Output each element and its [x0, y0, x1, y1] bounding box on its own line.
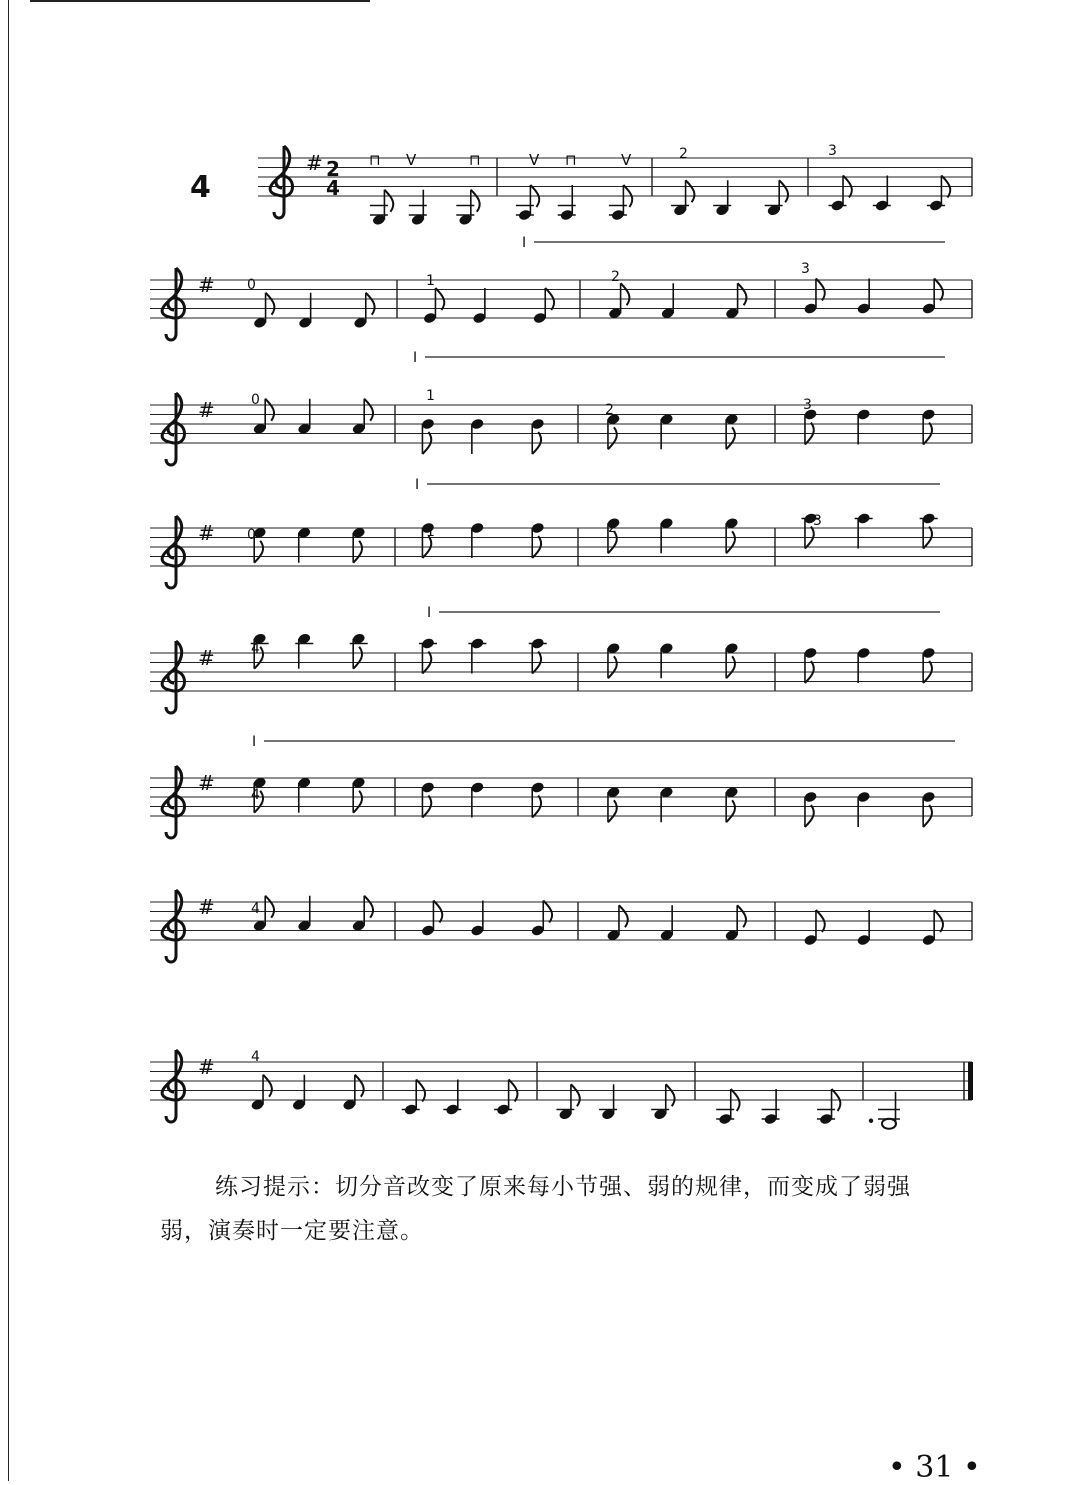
time-signature-top: 2 [326, 157, 340, 181]
treble-clef-stroke [162, 890, 184, 962]
eighth-note-icon [920, 512, 938, 548]
quarter-note [470, 522, 484, 558]
fingering-number: 0 [247, 527, 256, 543]
down-bow-mark: ⊓ [565, 151, 577, 169]
eighth-note-icon [724, 786, 738, 822]
treble-clef-icon [162, 890, 184, 962]
flag [726, 656, 735, 678]
eighth-note-icon [494, 1080, 517, 1116]
quarter-note [443, 1080, 461, 1116]
quarter-note [295, 632, 313, 668]
treble-clef-icon [162, 268, 184, 340]
treble-clef-stroke [162, 393, 184, 465]
string-mark: I [522, 235, 527, 251]
practice-hint [160, 1165, 990, 1253]
fingering-number: 4 [251, 1049, 260, 1065]
eighth-note-icon [556, 1084, 579, 1120]
eighth-note-icon [370, 190, 393, 226]
up-bow-mark: V [529, 151, 540, 169]
eighth-note-icon [724, 642, 738, 678]
quarter-note [856, 910, 870, 946]
key-signature-sharp: # [198, 895, 215, 919]
eighth-note-icon [352, 896, 374, 932]
eighth-note-icon [716, 1089, 739, 1125]
half-note-head [882, 1119, 896, 1129]
flag [355, 1075, 364, 1097]
eighth-note-icon [350, 632, 368, 668]
fingering-number: 1 [426, 524, 435, 540]
eighth-note-icon [533, 288, 555, 324]
quarter-note [297, 399, 311, 435]
flag [726, 531, 735, 553]
flag [364, 896, 373, 918]
fingering-number: 4 [251, 901, 260, 917]
quarter-note [713, 180, 731, 216]
eighth-note-icon [421, 418, 435, 454]
key-signature-sharp: # [306, 151, 323, 175]
quarter-note [298, 293, 312, 329]
quarter-note [472, 288, 486, 324]
eighth-note-icon [803, 910, 825, 946]
string-mark: I [413, 350, 418, 366]
eighth-note-icon [921, 408, 935, 444]
flag [265, 896, 274, 918]
eighth-note-icon [606, 786, 620, 822]
flag [471, 190, 480, 212]
fingering-number: 1 [426, 273, 435, 289]
quarter-note [659, 517, 673, 553]
quarter-note [292, 1075, 306, 1111]
final-bar-thick [968, 1062, 973, 1100]
flag [686, 180, 695, 202]
string-mark: I [427, 605, 432, 621]
flag [608, 427, 617, 449]
eighth-note-icon [724, 905, 746, 941]
quarter-note [659, 786, 673, 822]
dot [869, 1119, 873, 1123]
treble-clef-stroke [162, 268, 184, 340]
eighth-note-icon [921, 910, 943, 946]
eighth-note-icon [456, 190, 479, 226]
eighth-note-icon [671, 180, 694, 216]
eighth-note-icon [423, 288, 445, 324]
fingering-number: 3 [801, 261, 810, 277]
flag [353, 647, 362, 669]
quarter-note [297, 776, 311, 812]
string-mark: I [252, 734, 257, 750]
quarter-note [470, 901, 484, 937]
quarter-note [409, 190, 427, 226]
flag [254, 541, 263, 563]
eighth-note-icon [817, 1089, 840, 1125]
eighth-note-icon [724, 517, 738, 553]
quarter-note [856, 791, 870, 827]
fingering-number: 1 [426, 388, 435, 404]
eighth-note-icon [606, 642, 620, 678]
key-signature-sharp: # [198, 771, 215, 795]
key-signature-sharp: # [198, 1055, 215, 1079]
down-bow-mark: ⊓ [469, 151, 481, 169]
page-number: • 31 • [888, 1450, 981, 1485]
quarter-note [856, 408, 870, 444]
fingering-number: 2 [679, 146, 688, 162]
eighth-note-icon [421, 781, 435, 817]
eighth-note-icon [608, 283, 630, 319]
eighth-note-icon [531, 901, 553, 937]
eighth-note-icon [352, 526, 366, 562]
fingering-number: 0 [247, 277, 256, 293]
flag [726, 800, 735, 822]
fingering-number: 2 [611, 269, 620, 285]
fingering-number: 3 [803, 397, 812, 413]
fingering-number: 3 [828, 143, 837, 159]
quarter-note [297, 526, 311, 562]
eighth-note-icon [606, 413, 620, 449]
treble-clef-icon [162, 393, 184, 465]
quarter-note [297, 896, 311, 932]
flag [353, 791, 362, 813]
eighth-note-icon [921, 791, 935, 827]
key-signature-sharp: # [198, 398, 215, 422]
flag [366, 293, 375, 315]
eighth-note-icon [803, 408, 817, 444]
quarter-note [856, 647, 870, 683]
quarter-note [856, 279, 870, 315]
quarter-note [470, 418, 484, 454]
treble-clef-icon [162, 766, 184, 838]
eighth-note-icon [253, 293, 275, 329]
quarter-note [468, 637, 486, 673]
down-bow-mark: ⊓ [369, 151, 381, 169]
flag [266, 293, 275, 315]
treble-clef-stroke [162, 641, 184, 713]
key-signature-sharp: # [198, 521, 215, 545]
treble-clef-icon [162, 641, 184, 713]
eighth-note-icon [419, 637, 437, 673]
hint-line-2: 弱，演奏时一定要注意。 [160, 1218, 424, 1244]
fingering-number: 4 [251, 641, 260, 657]
eighth-note-icon [803, 791, 817, 827]
eighth-note-icon [250, 1075, 272, 1111]
treble-clef-stroke [162, 516, 184, 588]
key-signature-sharp: # [198, 273, 215, 297]
up-bow-mark: V [406, 151, 417, 169]
eighth-note-icon [342, 1075, 364, 1111]
treble-clef-stroke [162, 766, 184, 838]
eighth-note-icon [609, 185, 632, 221]
quarter-note [599, 1084, 617, 1120]
flag [666, 1084, 675, 1106]
flag [608, 800, 617, 822]
eighth-note-icon [531, 781, 545, 817]
flag [364, 399, 373, 421]
quarter-note [470, 781, 484, 817]
eighth-note-icon [352, 399, 374, 435]
fingering-number: 4 [251, 787, 260, 803]
treble-clef-icon [162, 1050, 184, 1122]
flag [737, 905, 746, 927]
quarter-note [762, 1089, 780, 1125]
eighth-note-icon [725, 283, 747, 319]
eighth-note-icon [724, 413, 738, 449]
flag [621, 283, 630, 305]
eighth-note-icon [606, 905, 628, 941]
flag [608, 656, 617, 678]
flag [571, 1084, 580, 1106]
quarter-note [659, 905, 673, 941]
treble-clef-icon [270, 146, 292, 218]
eighth-note-icon [921, 279, 943, 315]
exercise-number: 4 [190, 170, 211, 205]
flag [738, 283, 747, 305]
eighth-note-icon [531, 522, 545, 558]
treble-clef-stroke [270, 146, 292, 218]
flag [384, 190, 393, 212]
eighth-note-icon [421, 901, 443, 937]
quarter-note [659, 642, 673, 678]
quarter-note [659, 413, 673, 449]
string-mark: I [415, 477, 420, 493]
quarter-note [855, 512, 873, 548]
quarter-note [661, 283, 675, 319]
eighth-note-icon [531, 418, 545, 454]
flag [726, 427, 735, 449]
eighth-note-icon [765, 180, 788, 216]
fingering-number: 3 [813, 513, 822, 529]
quarter-note [873, 176, 891, 212]
flag [619, 905, 628, 927]
eighth-note-icon [921, 647, 935, 683]
eighth-note-icon [516, 185, 539, 221]
quarter-note [558, 185, 576, 221]
fingering-number: 2 [608, 520, 617, 536]
time-signature-bottom: 4 [326, 176, 340, 200]
eighth-note-icon [402, 1080, 425, 1116]
flag [353, 541, 362, 563]
key-signature-sharp: # [198, 646, 215, 670]
hint-line-1: 练习提示：切分音改变了原来每小节强、弱的规律，而变成了弱强 [215, 1174, 911, 1200]
eighth-note-icon [927, 176, 950, 212]
flag [779, 180, 788, 202]
fingering-number: 0 [251, 392, 260, 408]
fingering-number: 2 [605, 402, 614, 418]
up-bow-mark: V [621, 151, 632, 169]
eighth-note-icon [803, 647, 817, 683]
eighth-note-icon [829, 176, 852, 212]
eighth-note-icon [529, 637, 547, 673]
eighth-note-icon [651, 1084, 674, 1120]
flag [263, 1075, 272, 1097]
treble-clef-icon [162, 516, 184, 588]
flag [265, 399, 274, 421]
eighth-note-icon [803, 279, 825, 315]
eighth-note-icon [352, 776, 366, 812]
eighth-note-icon [353, 293, 375, 329]
treble-clef-stroke [162, 1050, 184, 1122]
